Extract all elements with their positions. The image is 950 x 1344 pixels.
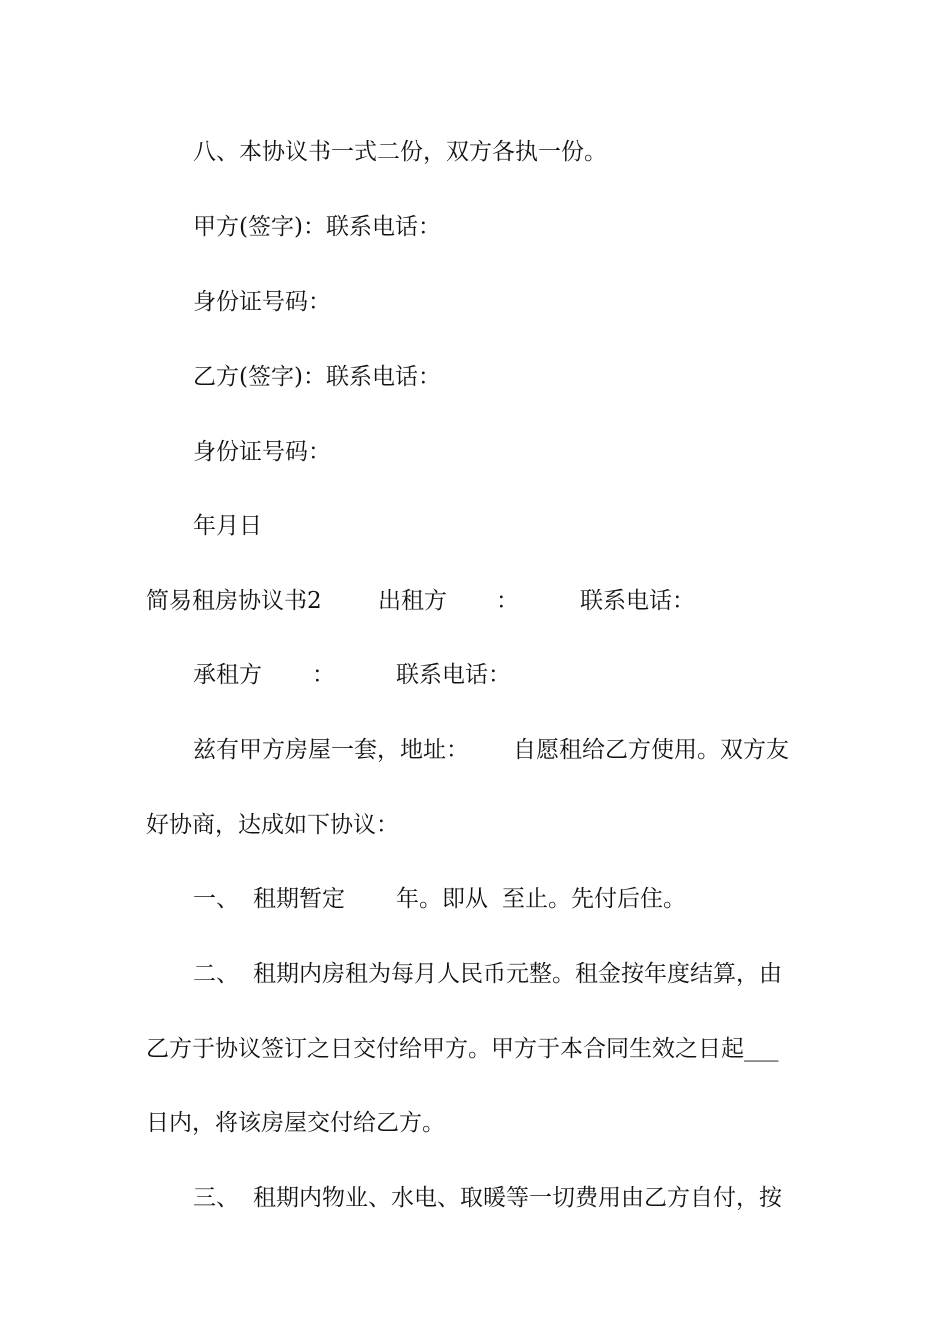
clause-two-line-3: 日内，将该房屋交付给乙方。 — [146, 1110, 445, 1136]
party-b-id-line: 身份证号码： — [193, 439, 331, 465]
lessee-label: 承租方 — [193, 662, 262, 688]
clause-two-line-1: 租期内房租为每月人民币元整。租金按年度结算，由 — [253, 961, 782, 987]
property-statement-b: 自愿租给乙方使用。双方友 — [513, 737, 789, 763]
clause-eight: 八、本协议书一式二份，双方各执一份。 — [193, 139, 607, 165]
lessee-phone-label: 联系电话： — [396, 662, 511, 688]
lessee-colon: ： — [312, 662, 335, 688]
property-statement-c: 好协商，达成如下协议： — [146, 812, 399, 838]
clause-two-number: 二、 — [193, 961, 239, 987]
party-a-id-line: 身份证号码： — [193, 289, 331, 315]
party-b-signature-line: 乙方(签字)：联系电话： — [193, 364, 441, 390]
clause-one-text-b: 年。即从 — [396, 886, 488, 912]
lessor-phone-label: 联系电话： — [580, 588, 695, 614]
lessor-colon: ： — [496, 588, 519, 614]
clause-one-text-c: 至止。先付后住。 — [502, 886, 686, 912]
clause-one-number: 一、 — [193, 886, 239, 912]
agreement-two-title: 简易租房协议书2 — [146, 588, 322, 614]
clause-three-line-1: 租期内物业、水电、取暖等一切费用由乙方自付，按 — [253, 1185, 782, 1211]
clause-one-text-a: 租期暂定 — [253, 886, 345, 912]
lessor-label: 出租方 — [378, 588, 447, 614]
property-statement-a: 兹有甲方房屋一套，地址： — [193, 737, 469, 763]
date-line: 年月日 — [193, 513, 262, 539]
clause-two-line-2: 乙方于协议签订之日交付给甲方。甲方于本合同生效之日起___ — [146, 1036, 779, 1062]
clause-three-number: 三、 — [193, 1185, 239, 1211]
party-a-signature-line: 甲方(签字)：联系电话： — [193, 214, 441, 240]
